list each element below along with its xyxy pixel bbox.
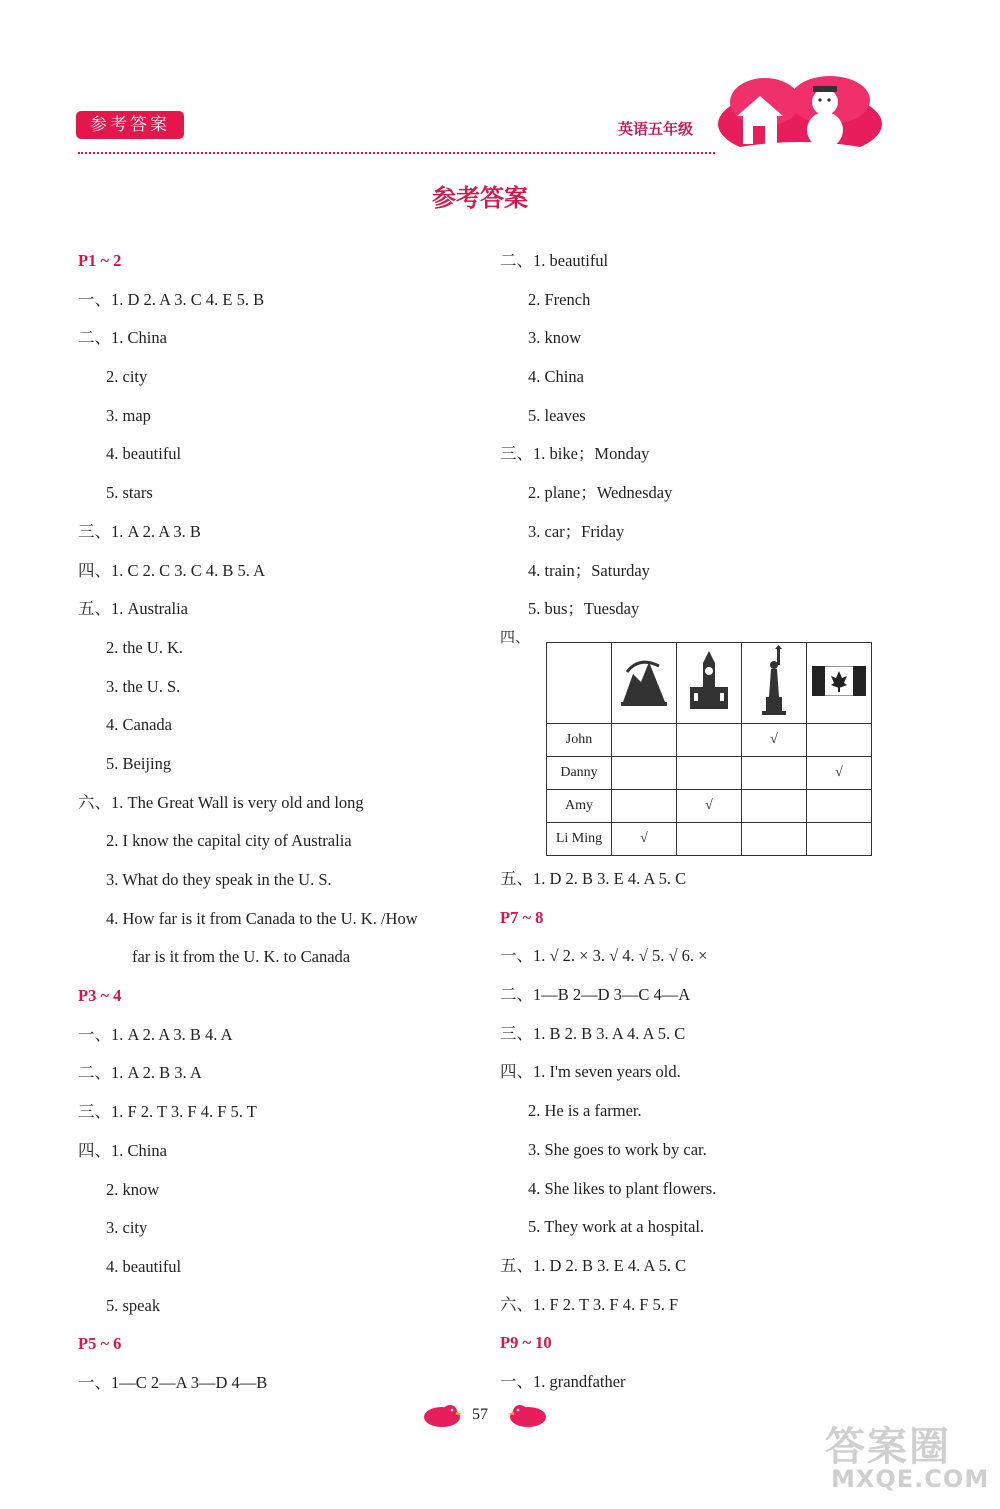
section-heading [500,905,900,944]
answer-text: 五、1. D 2. B 3. E 4. A 5. C [500,1255,687,1275]
answer-line [500,558,900,597]
answer-text: 4. train；Saturday [528,560,650,580]
answer-line [500,1253,900,1292]
table-row [547,823,872,856]
section-heading [78,248,478,287]
answer-line [500,1098,900,1137]
answer-line [78,906,478,945]
table-question-label: 四、 [500,628,531,646]
table-mark-cell [612,724,677,757]
answer-table [546,642,872,856]
answer-text: 3. She goes to work by car. [528,1139,707,1159]
table-mark-cell [677,757,742,790]
answer-text: 四、1. C 2. C 3. C 4. B 5. A [78,560,266,580]
answer-line [500,1214,900,1253]
table-corner-cell [547,643,612,724]
answer-text: P9 ~ 10 [500,1333,552,1353]
answer-line [78,1293,478,1332]
answer-text: 六、1. F 2. T 3. F 4. F 5. F [500,1294,679,1314]
answer-text: 三、1. bike；Monday [500,444,650,464]
answer-line [500,1176,900,1215]
table-row [547,724,872,757]
answer-text: 3. map [106,405,151,425]
answer-line [78,1099,478,1138]
snowman-house-illustration [715,72,885,160]
answer-text: P5 ~ 6 [78,1334,122,1354]
answer-text: 一、1. grandfather [500,1371,626,1391]
answer-text: 4. beautiful [106,1256,182,1276]
answer-line [78,441,478,480]
right-column-bottom [500,866,900,1408]
answer-line [78,790,478,829]
answer-text: 2. the U. K. [106,637,183,657]
answer-text: 二、1. A 2. B 3. A [78,1063,202,1083]
answer-text: 一、1—C 2—A 3—D 4—B [78,1372,268,1392]
answer-text: 5. speak [106,1295,161,1315]
canada-flag-icon [807,643,872,724]
answer-line [78,1060,478,1099]
table-mark-cell [742,757,807,790]
answer-text: 一、1. D 2. A 3. C 4. E 5. B [78,289,265,309]
table-mark-cell [612,790,677,823]
table-mark-cell [807,823,872,856]
answer-line [500,866,900,905]
table-mark-cell [742,823,807,856]
answer-line [500,1137,900,1176]
table-mark-cell [677,724,742,757]
answer-text: 二、1. China [78,328,167,348]
answer-line [500,287,900,326]
answer-text: 3. What do they speak in the U. S. [106,870,332,889]
table-mark-cell: √ [677,790,742,823]
table-name-cell: Danny [547,757,612,790]
answer-line [500,325,900,364]
answer-line [500,943,900,982]
answer-text: 一、1. A 2. A 3. B 4. A [78,1024,233,1044]
answer-text: 六、1. The Great Wall is very old and long [78,792,364,812]
answer-text: 4. How far is it from Canada to the U. K. /How [106,908,418,928]
answer-line [500,1369,900,1408]
answer-line [500,1059,900,1098]
answer-text: 3. city [106,1218,148,1238]
table-name-cell: John [547,724,612,757]
right-column-top [500,248,900,635]
answer-text: 5. Beijing [106,753,172,773]
answer-text: 4. beautiful [106,444,182,464]
answer-line [78,674,478,713]
answer-line [500,248,900,287]
watermark-line1: 答案圈 [825,1424,951,1470]
answer-line [78,867,478,906]
table-icon-row [547,643,872,724]
answer-text: 4. Canada [106,715,172,735]
header-divider [78,152,718,154]
answer-line [500,596,900,635]
bird-right-icon [508,1402,550,1428]
table-mark-cell [807,790,872,823]
answer-line [500,519,900,558]
answer-text: 2. plane；Wednesday [528,483,673,503]
header-badge: 参考答案 [76,111,184,139]
table-name-cell: Amy [547,790,612,823]
answer-text: P3 ~ 4 [78,986,122,1006]
answer-line [78,712,478,751]
answer-line [78,287,478,326]
answer-line [78,1177,478,1216]
answer-text: 2. I know the capital city of Australia [106,831,352,851]
answer-text: 五、1. Australia [78,599,188,619]
table-mark-cell: √ [742,724,807,757]
answer-line [78,635,478,674]
answer-line [78,364,478,403]
answer-line [78,558,478,597]
answer-line [500,1292,900,1331]
answer-text: 四、1. I'm seven years old. [500,1062,681,1082]
answer-line [78,1370,478,1409]
answer-text: 二、1. beautiful [500,251,609,270]
statue-of-liberty-icon [742,643,807,724]
answer-text: 2. He is a farmer. [528,1101,642,1121]
answer-line [78,480,478,519]
answer-line [78,325,478,364]
answer-text: 3. the U. S. [106,676,181,696]
answer-text: 5. bus；Tuesday [528,599,640,619]
answer-line [78,1215,478,1254]
answer-line [500,982,900,1021]
answer-text: 2. French [528,289,591,309]
table-row [547,790,872,823]
mountain-landscape-icon [612,643,677,724]
answer-text: 4. She likes to plant flowers. [528,1178,717,1198]
section-heading [78,983,478,1022]
section-heading [78,1331,478,1370]
answer-line [500,403,900,442]
header-grade: 英语五年级 [618,120,694,138]
answer-text: P7 ~ 8 [500,907,544,927]
answer-text: 五、1. D 2. B 3. E 4. A 5. C [500,869,687,888]
watermark [825,1415,990,1503]
answer-text: 三、1. B 2. B 3. A 4. A 5. C [500,1023,686,1043]
answer-text: 2. city [106,367,148,387]
answer-text: 5. They work at a hospital. [528,1217,705,1237]
answer-text: far is it from the U. K. to Canada [132,947,351,967]
answer-line [78,403,478,442]
answer-line [78,751,478,790]
table-row [547,757,872,790]
table-mark-cell [612,757,677,790]
answer-text: 三、1. A 2. A 3. B [78,521,201,541]
answer-text: 5. stars [106,483,153,503]
table-mark-cell [807,724,872,757]
answer-text: 三、1. F 2. T 3. F 4. F 5. T [78,1102,257,1122]
answer-line [78,1254,478,1293]
answer-line [500,480,900,519]
answer-text: 4. China [528,367,584,387]
table-mark-cell: √ [807,757,872,790]
answer-line [78,1138,478,1177]
answer-line [78,596,478,635]
table-name-cell: Li Ming [547,823,612,856]
table-mark-cell [677,823,742,856]
answer-text: 四、1. China [78,1140,167,1160]
answer-line [78,944,478,983]
answer-text: 3. car；Friday [528,521,625,541]
answer-line [78,828,478,867]
table-mark-cell [742,790,807,823]
page-number: 57 [472,1406,488,1423]
answer-text: 2. know [106,1179,160,1199]
answer-line [78,1022,478,1061]
answer-text: 3. know [528,328,582,348]
watermark-line2: MXQE.COM [831,1465,990,1493]
answer-line [78,519,478,558]
answer-text: 二、1—B 2—D 3—C 4—A [500,985,691,1005]
answer-text: 一、1. √ 2. × 3. √ 4. √ 5. √ 6. × [500,946,708,966]
answer-line [500,1021,900,1060]
clock-tower-icon [677,643,742,724]
answer-line [500,441,900,480]
left-column [78,248,478,1409]
table-mark-cell: √ [612,823,677,856]
answer-text: 5. leaves [528,405,586,425]
section-heading [500,1330,900,1369]
answer-line [500,364,900,403]
page-title: 参考答案 [432,184,528,212]
answer-text: P1 ~ 2 [78,251,122,270]
